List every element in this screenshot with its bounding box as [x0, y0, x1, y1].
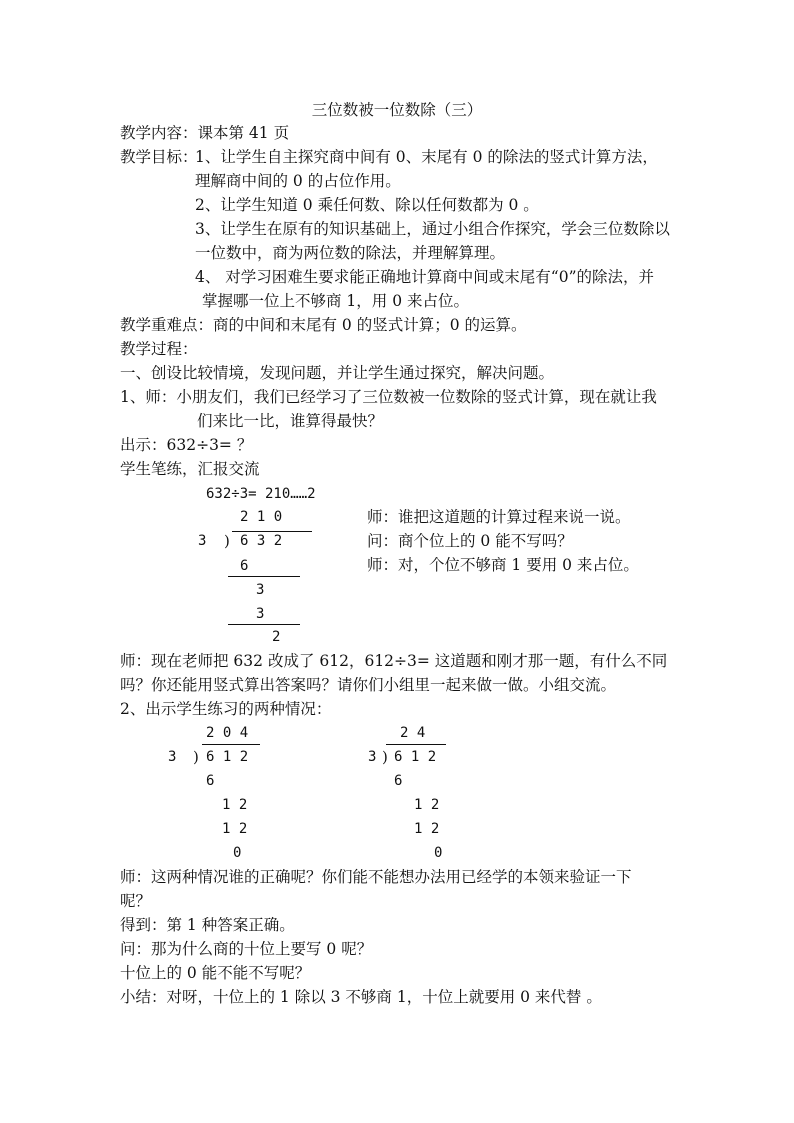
division-divisor: 3 — [198, 533, 207, 549]
division-step: 1 2 — [414, 821, 440, 837]
division-remainder: 0 — [233, 845, 242, 861]
paragraph-line: 1、师：小朋友们，我们已经学习了三位数被一位数除的竖式计算，现在就让我 — [120, 388, 657, 406]
division-remainder: 2 — [272, 629, 281, 645]
division-divisor: 3 — [168, 749, 177, 765]
division-quotient: 2 4 — [400, 725, 426, 741]
show-problem: 出示：632÷3= ？ — [120, 436, 253, 454]
division-dividend: 6 3 2 — [240, 533, 283, 549]
division-divisor: 3 — [368, 749, 377, 765]
section-heading: 2、出示学生练习的两种情况： — [120, 700, 332, 718]
goal-line: 3、让学生在原有的知识基础上，通过小组合作探究，学会三位数除以 — [195, 220, 670, 238]
goal-line: 一位数中，商为两位数的除法，并理解算理。 — [195, 244, 506, 262]
process-label: 教学过程： — [120, 340, 198, 358]
goal-line: 1、让学生自主探究商中间有 0、末尾有 0 的除法的竖式计算方法， — [195, 148, 658, 166]
section-heading: 一、创设比较情境，发现问题，并让学生通过探究，解决问题。 — [120, 364, 555, 382]
result-line: 得到：第 1 种答案正确。 — [120, 916, 295, 934]
summary-line: 小结：对呀，十位上的 1 除以 3 不够商 1，十位上就要用 0 来代替 。 — [120, 988, 602, 1006]
division-bar — [202, 744, 260, 745]
goal-line: 掌握哪一位上不够商 1，用 0 来占位。 — [202, 292, 470, 310]
division-step: 3 — [256, 582, 265, 598]
division-dividend: 6 1 2 — [206, 749, 249, 765]
question-line: 问：那为什么商的十位上要写 0 呢？ — [120, 940, 373, 958]
division-quotient: 2 0 4 — [206, 725, 249, 741]
goal-line: 理解商中间的 0 的占位作用。 — [195, 172, 401, 190]
paragraph-line: 师：现在老师把 632 改成了 612，612÷3= 这道题和刚才那一题，有什么不同 — [120, 652, 668, 670]
page-title: 三位数被一位数除（三） — [311, 101, 483, 119]
division-line — [228, 624, 300, 625]
division-bar — [386, 744, 446, 745]
division-line — [228, 576, 300, 577]
teaching-content: 教学内容：课本第 41 页 — [120, 124, 290, 142]
division-equation: 632÷3= 210……2 — [206, 486, 316, 502]
division-remainder: 0 — [434, 845, 443, 861]
division-step: 1 2 — [222, 797, 248, 813]
division-bracket-icon: ) — [193, 748, 199, 766]
dialog-line: 师：对，个位不够商 1 要用 0 来占位。 — [367, 556, 639, 574]
key-points: 教学重难点：商的中间和末尾有 0 的竖式计算；0 的运算。 — [120, 316, 527, 334]
goals-label: 教学目标： — [120, 148, 198, 166]
division-step: 6 — [240, 558, 249, 574]
goal-line: 4、 对学习困难生要求能正确地计算商中间或末尾有“0”的除法，并 — [195, 268, 655, 286]
division-dividend: 6 1 2 — [394, 749, 437, 765]
paragraph-line: 们来比一比，谁算得最快？ — [197, 412, 384, 430]
question-line: 十位上的 0 能不能不写呢？ — [120, 964, 311, 982]
paragraph-line: 吗？你还能用竖式算出答案吗？请你们小组里一起来做一做。小组交流。 — [120, 676, 617, 694]
division-step: 1 2 — [222, 821, 248, 837]
division-step: 1 2 — [414, 797, 440, 813]
paragraph-line: 师：这两种情况谁的正确呢？你们能不能想办法用已经学的本领来验证一下 — [120, 868, 632, 886]
division-quotient: 2 1 0 — [240, 509, 283, 525]
dialog-line: 师：谁把这道题的计算过程来说一说。 — [367, 508, 631, 526]
division-bracket-icon: ) — [382, 748, 388, 766]
division-step: 6 — [394, 773, 403, 789]
dialog-line: 问：商个位上的 0 能不写吗？ — [367, 532, 573, 550]
division-bracket-icon: ) — [224, 532, 230, 550]
paragraph-line: 呢？ — [120, 892, 152, 910]
division-step: 3 — [256, 606, 265, 622]
division-step: 6 — [206, 773, 215, 789]
goal-line: 2、让学生知道 0 乘任何数、除以任何数都为 0 。 — [195, 196, 539, 214]
practice-note: 学生笔练，汇报交流 — [120, 460, 260, 478]
